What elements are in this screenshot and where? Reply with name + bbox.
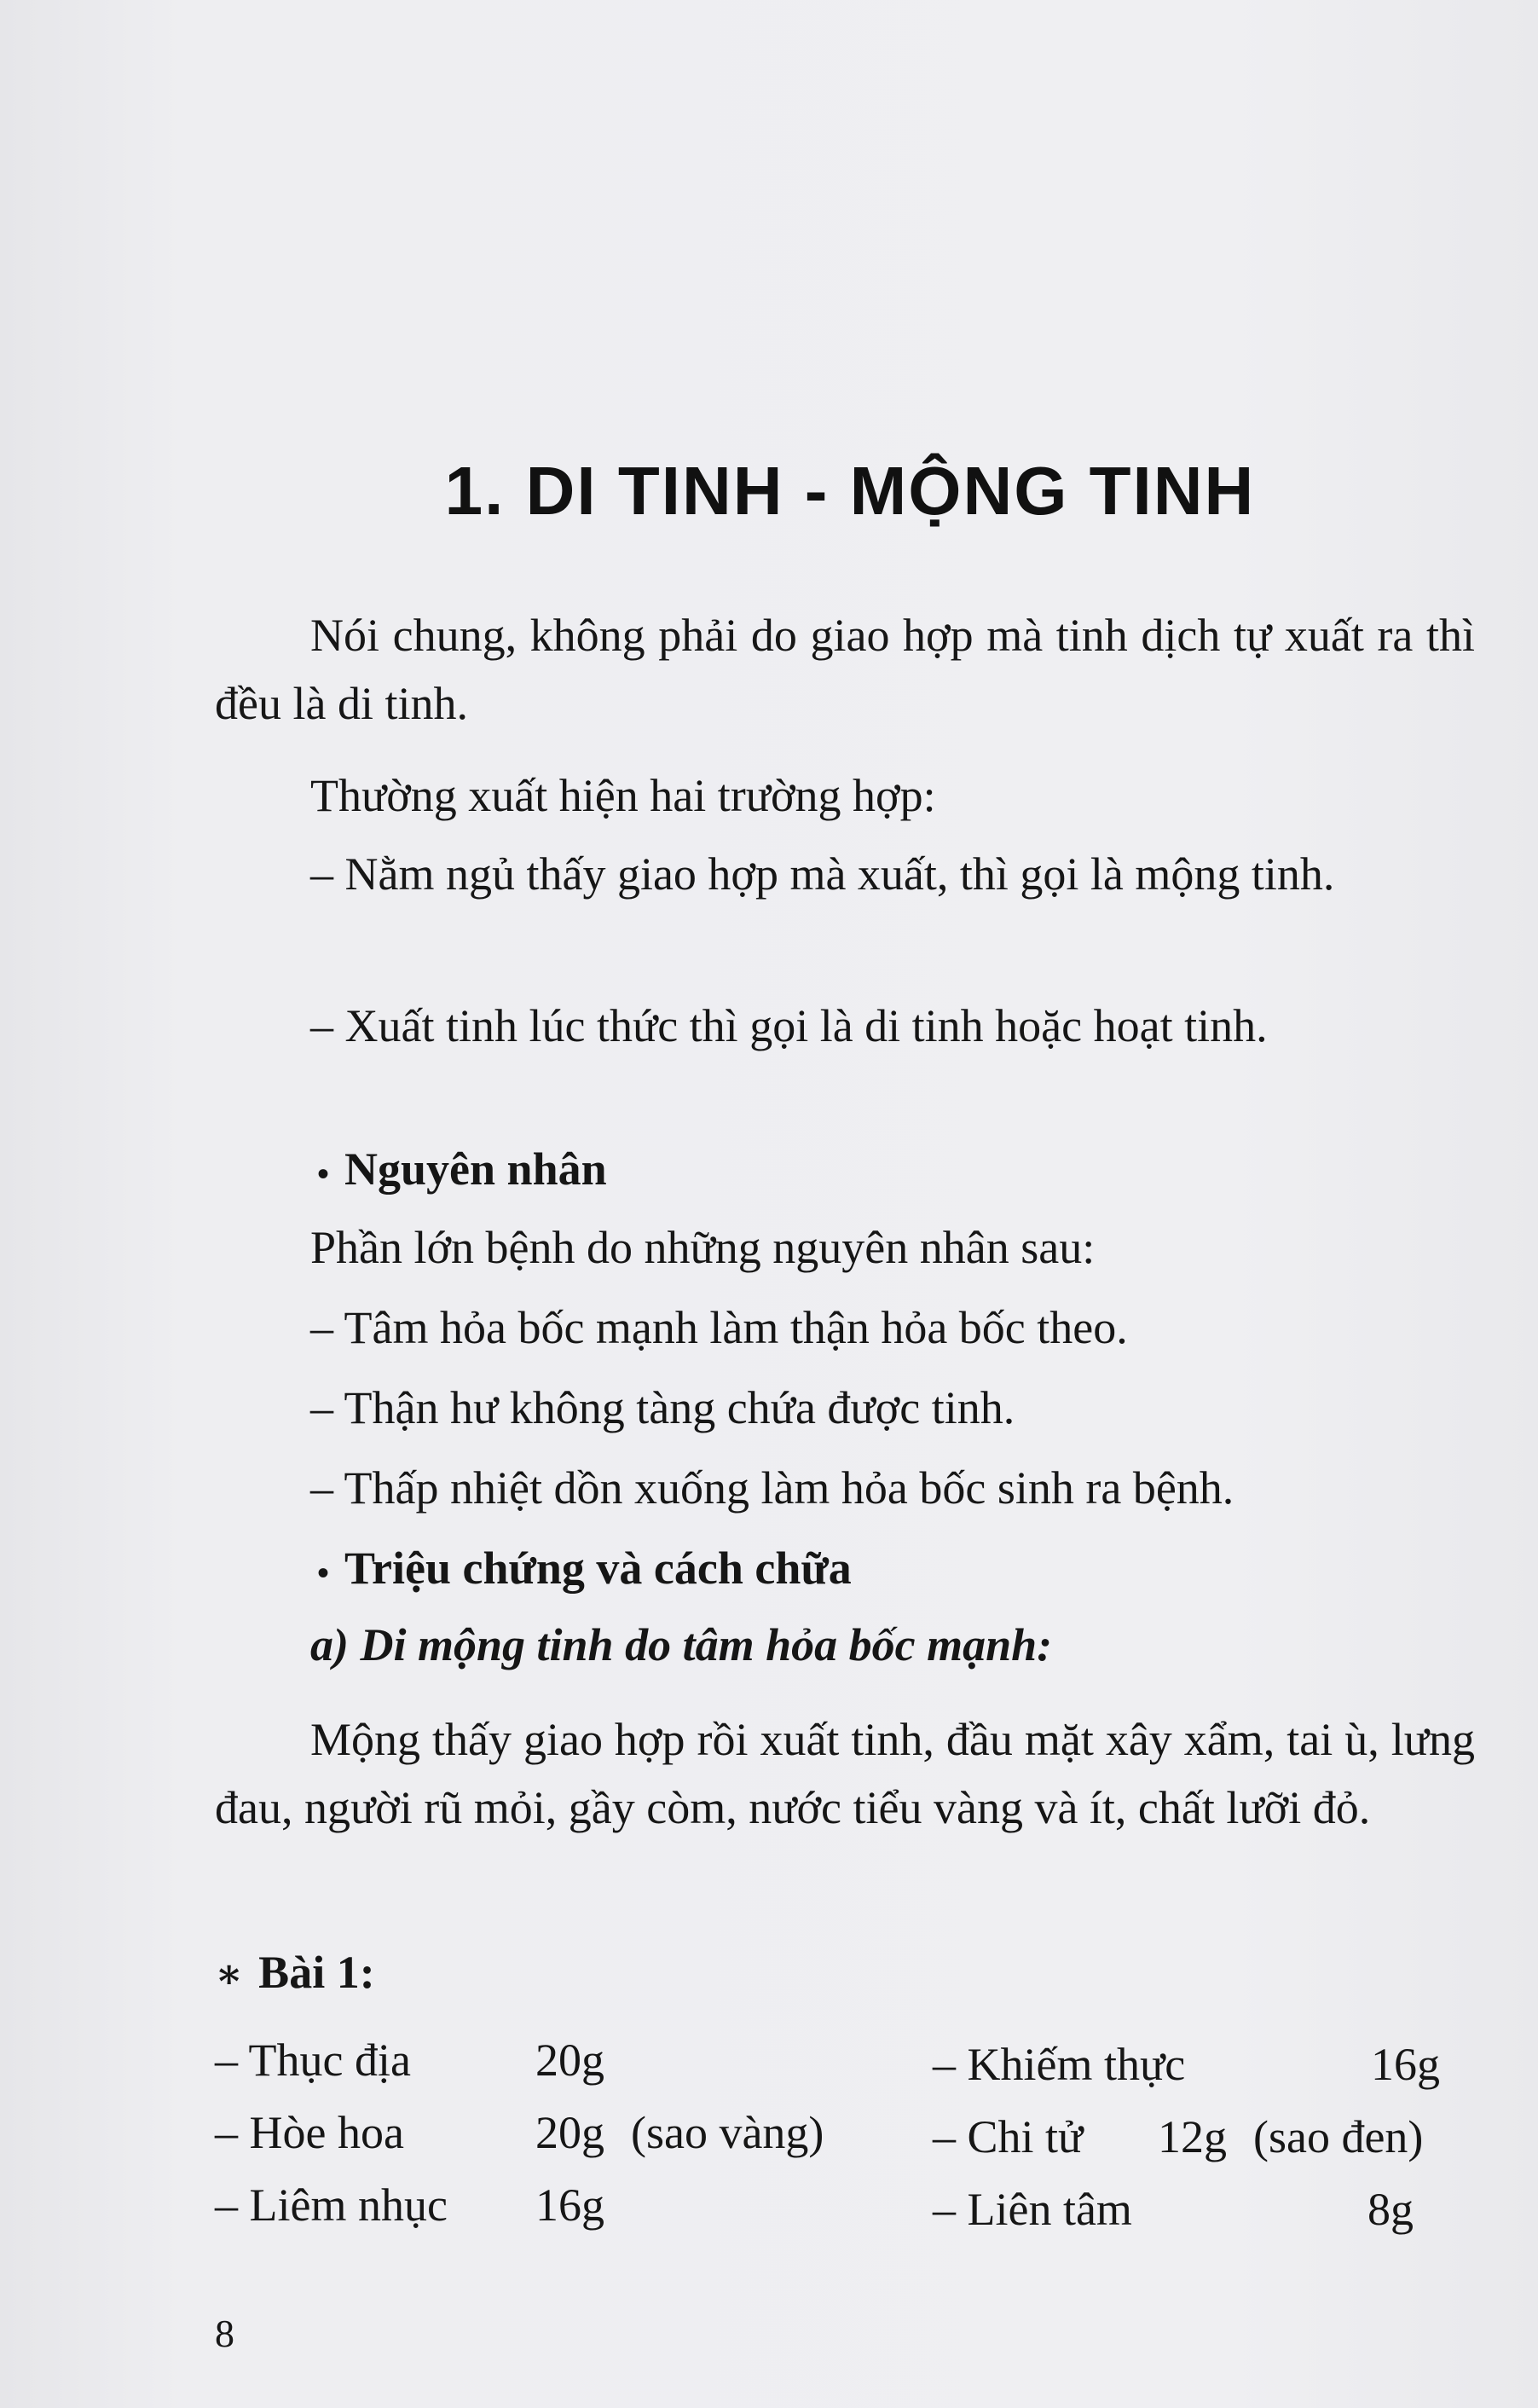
treatment-subheading: a) Di mộng tinh do tâm hỏa bốc mạnh:: [310, 1619, 1053, 1670]
page-title: 1. DI TINH - MỘNG TINH: [444, 453, 1256, 529]
recipe-label: Bài 1:: [258, 1947, 375, 1998]
treatment-description: Mộng thấy giao hợp rồi xuất tinh, đầu mặt xây xẩm, tai ù, lưng đau, người rũ mỏi, gầy còm, nước tiểu vàng và ít, chất lưỡi đỏ.: [215, 1714, 1475, 1833]
cause-item: – Thấp nhiệt dồn xuống làm hỏa bốc sinh ra bệnh.: [310, 1462, 1234, 1514]
intro-text-3: – Nằm ngủ thấy giao hợp mà xuất, thì gọi là mộng tinh.: [310, 848, 1335, 900]
intro-text-2: Thường xuất hiện hai trường hợp:: [310, 770, 936, 821]
cause-lead: Phần lớn bệnh do những nguyên nhân sau:: [310, 1222, 1096, 1273]
intro-paragraph-4: [215, 992, 1475, 1060]
ingredient-name: – Khiếm thực: [933, 2039, 1186, 2090]
intro-paragraph-1: [215, 601, 1475, 738]
ingredient-amount: 20g: [535, 2035, 604, 2086]
recipe-heading: [215, 1946, 375, 1999]
bullet-icon: •: [317, 1554, 330, 1593]
asterisk-icon: ∗: [215, 1952, 244, 1997]
page-number: 8: [215, 2312, 234, 2355]
ingredient-name: – Hòe hoa: [215, 2107, 404, 2158]
ingredient-name: – Liên tâm: [933, 2184, 1132, 2235]
ingredient-note: (sao vàng): [631, 2107, 824, 2158]
ingredient-name: – Thục địa: [215, 2035, 411, 2086]
intro-text-4: – Xuất tinh lúc thức thì gọi là di tinh hoặc hoạt tinh.: [310, 1000, 1268, 1051]
treatment-description-block: [215, 1705, 1475, 1842]
intro-paragraph-3: [215, 840, 1475, 908]
ingredient-amount: 16g: [1371, 2039, 1440, 2090]
cause-heading: [317, 1143, 607, 1195]
ingredient-name: – Chi tử: [933, 2111, 1084, 2162]
cause-item: – Thận hư không tàng chứa được tinh.: [310, 1382, 1015, 1433]
intro-text-1: Nói chung, không phải do giao hợp mà tinh dịch tự xuất ra thì đều là di tinh.: [215, 610, 1475, 729]
ingredient-amount: 8g: [1367, 2184, 1414, 2235]
bullet-icon: •: [317, 1155, 330, 1194]
cause-heading-label: Nguyên nhân: [344, 1143, 607, 1195]
ingredient-amount: 12g: [1158, 2111, 1227, 2162]
ingredient-amount: 16g: [535, 2179, 604, 2231]
treatment-heading: [317, 1542, 852, 1595]
cause-item: – Tâm hỏa bốc mạnh làm thận hỏa bốc theo.: [310, 1302, 1128, 1353]
ingredient-note: (sao đen): [1253, 2111, 1424, 2162]
ingredient-name: – Liêm nhục: [215, 2179, 448, 2231]
ingredient-amount: 20g: [535, 2107, 604, 2158]
treatment-heading-label: Triệu chứng và cách chữa: [344, 1543, 852, 1594]
intro-paragraph-2: [215, 761, 1475, 830]
